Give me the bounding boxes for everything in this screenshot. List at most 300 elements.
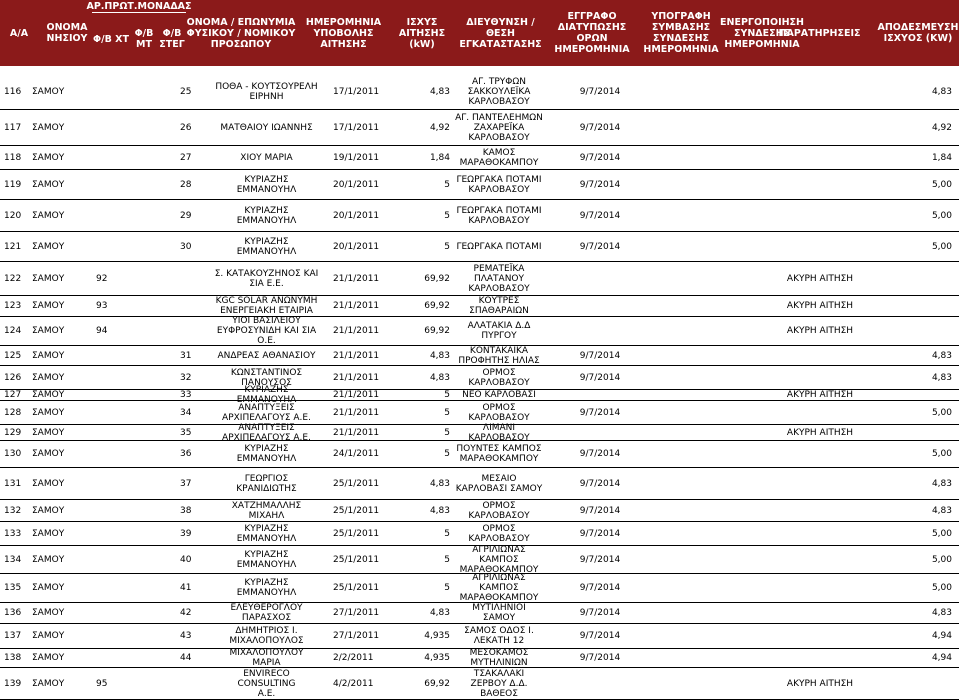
cell-fb-mt: 38 [180,505,192,516]
cell-address: ΟΡΜΟΣ ΚΑΡΛΟΒΑΣΟΥ [468,402,530,423]
cell-address: ΤΣΑΚΑΛΑΚΙ ΖΕΡΒΟΥ Δ.Δ. ΒΑΘΕΟΣ [470,668,528,699]
header-aa: Α/Α [9,27,29,39]
cell-address: ΜΕΣΟΚΑΜΟΣ ΜΥΤΗΛΙΝΙΩΝ [469,648,529,668]
header-submit-date: ΗΜΕΡΟΜΗΝΙΑ ΥΠΟΒΟΛΗΣ ΑΙΤΗΣΗΣ [305,16,382,50]
table-row [0,200,959,232]
cell-address: ΑΛΑΤΑΚΙΑ Δ.Δ ΠΥΡΓΟΥ [467,321,531,341]
cell-release: 4,94 [931,653,952,663]
cell-fb-xt [96,500,134,521]
cell-island: ΣΑΜΟΥ [32,372,65,383]
table-row [0,232,959,262]
table-row [0,422,959,443]
cell-release: 4,83 [931,505,952,516]
cell-release: 4,83 [931,608,952,618]
cell-date: 25/1/2011 [333,583,380,593]
cell-fb-mt: 39 [180,528,192,539]
cell-contract-date: 9/7/2014 [579,122,621,133]
cell-island: ΣΑΜΟΥ [32,122,65,133]
cell-power: 5 [444,449,450,459]
cell-date: 27/1/2011 [333,631,380,641]
cell-date: 4/2/2011 [333,678,374,689]
cell-power: 5 [444,390,450,400]
cell-power: 4,83 [429,372,450,383]
cell-name: ΥΙΟΙ ΒΑΣΙΛΕΙΟΥ ΕΥΦΡΟΣΥΝΙΔΗ ΚΑΙ ΣΙΑ Ο.Ε. [216,316,317,346]
cell-fb-xt [96,346,134,365]
cell-fb-mt: 35 [180,427,192,438]
table-row [0,441,959,468]
cell-date: 20/1/2011 [333,241,380,252]
cell-island: ΣΑΜΟΥ [32,390,65,400]
cell-address: ΠΟΥΝΤΕΣ ΚΑΜΠΟΣ ΜΑΡΑΘΟΚΑΜΠΟΥ [456,444,542,464]
cell-fb-mt: 30 [180,241,192,252]
header-activation-date: ΕΝΕΡΓΟΠΟΙΗΣΗ ΣΥΝΔΕΣΗΣ ΗΜΕΡΟΜΗΝΙΑ [720,16,804,50]
cell-island: ΣΑΜΟΥ [32,301,65,311]
cell-date: 2/2/2011 [333,653,374,663]
cell-fb-xt [96,624,134,648]
cell-address: ΣΑΜΟΣ ΟΔΟΣ Ι. ΛΕΚΑΤΗ 12 [464,626,534,646]
cell-date: 25/1/2011 [333,505,380,516]
cell-address: ΓΕΩΡΓΑΚΑ ΠΟΤΑΜΙ ΚΑΡΛΟΒΑΣΟΥ [456,205,542,226]
cell-release: 1,84 [931,152,952,163]
cell-fb-mt [180,296,200,316]
cell-fb-xt [96,390,134,400]
cell-release: 5,00 [931,241,952,252]
cell-fb-mt: 33 [180,390,192,400]
cell-release: 5,00 [931,528,952,539]
cell-aa: 126 [4,372,22,383]
cell-power: 4,935 [424,653,450,663]
cell-contract-date: 9/7/2014 [579,407,621,418]
cell-name: ΚΥΡΙΑΖΗΣ ΕΜΜΑΝΟΥΗΛ [236,385,297,405]
cell-address: ΚΑΜΟΣ ΜΑΡΑΘΟΚΑΜΠΟΥ [459,147,539,168]
cell-fb-xt: 93 [96,301,108,311]
cell-fb-mt: 28 [180,179,192,190]
cell-notes [770,346,870,365]
cell-name: ΓΕΩΡΓΙΟΣ ΚΡΑΝΙΔΙΩΤΗΣ [236,473,297,494]
cell-power: 1,84 [429,152,450,163]
cell-address: ΜΕΣΑΙΟ ΚΑΡΛΟΒΑΣΙ ΣΑΜΟΥ [455,473,543,494]
table-row [0,385,959,405]
cell-notes [770,574,870,602]
cell-contract-date [550,317,650,345]
header-notes: ΠΑΡΑΤΗΡΗΣΕΙΣ [778,27,861,39]
cell-fb-xt [96,74,134,109]
cell-address: ΑΓ. ΤΡΥΦΩΝ ΣΑΚΚΟΥΛΕΪΚΑ ΚΑΡΛΟΒΑΣΟΥ [467,76,531,107]
cell-date: 25/1/2011 [333,478,380,489]
cell-aa: 134 [4,554,22,565]
cell-notes [770,441,870,467]
cell-power: 69,92 [424,326,450,336]
cell-aa: 118 [4,152,22,163]
header-group-divider [92,12,186,13]
cell-power: 4,83 [429,608,450,618]
header-fb-mt: Φ/Β ΜΤ [134,28,154,50]
cell-fb-xt [96,146,134,169]
cell-island: ΣΑΜΟΥ [32,528,65,539]
cell-notes [770,110,870,145]
cell-notes [770,500,870,521]
header-release: ΑΠΟΔΕΣΜΕΥΣΗ ΙΣΧΥΟΣ (KW) [877,22,959,44]
cell-contract-date: 9/7/2014 [579,583,621,593]
cell-fb-xt: 92 [96,273,108,284]
cell-address: ΑΓΡΙΛΙΩΝΑΣ ΚΑΜΠΟΣ ΜΑΡΑΘΟΚΑΜΠΟΥ [459,544,539,575]
cell-date: 21/1/2011 [333,301,380,311]
cell-date: 21/1/2011 [333,350,380,361]
header-island: ΟΝΟΜΑ ΝΗΣΙΟΥ [46,22,88,44]
cell-fb-xt [96,649,134,667]
cell-notes [770,200,870,231]
cell-notes [770,401,870,424]
cell-aa: 122 [4,273,22,284]
cell-date: 21/1/2011 [333,326,380,336]
cell-release [860,390,952,400]
cell-fb-mt: 29 [180,210,192,221]
cell-address: ΝΕΟ ΚΑΡΛΟΒΑΣΙ [462,390,536,400]
cell-name: ΑΝΑΠΤΥΞΕΙΣ ΑΡΧΙΠΕΛΑΓΟΥΣ Α.Ε. [222,422,311,443]
cell-name: ΚΥΡΙΑΖΗΣ ΕΜΜΑΝΟΥΗΛ [236,444,297,464]
cell-name: ΚΥΡΙΑΖΗΣ ΕΜΜΑΝΟΥΗΛ [236,549,297,570]
cell-name: ΚΩΝΣΤΑΝΤΙΝΟΣ ΠΑΝΟΥΣΟΣ [230,367,303,388]
cell-fb-mt: 40 [180,554,192,565]
cell-power: 5 [444,241,450,252]
cell-name: ΜΑΤΘΑΙΟΥ ΙΩΑΝΝΗΣ [220,122,313,133]
cell-address: ΚΟΥΤΡΕΣ ΣΠΑΘΑΡΑΙΩΝ [469,296,529,316]
cell-contract-date [550,425,650,440]
cell-fb-mt: 37 [180,478,192,489]
cell-fb-mt [180,317,200,345]
cell-notes [770,546,870,573]
cell-contract-date [550,390,650,400]
cell-name: ΑΝΑΠΤΥΞΕΙΣ ΑΡΧΙΠΕΛΑΓΟΥΣ Α.Ε. [222,402,311,423]
cell-island: ΣΑΜΟΥ [32,449,65,459]
cell-notes: ΑΚΥΡΗ ΑΙΤΗΣΗ [786,301,854,311]
cell-fb-xt [96,401,134,424]
table-row [0,649,959,668]
cell-island: ΣΑΜΟΥ [32,326,65,336]
cell-date: 21/1/2011 [333,390,380,400]
table-row [0,500,959,522]
cell-fb-mt: 32 [180,372,192,383]
cell-island: ΣΑΜΟΥ [32,350,65,361]
cell-name: ΕΛΕΥΘΕΡΟΓΛΟΥ ΠΑΡΑΣΧΟΣ [230,603,303,623]
cell-power: 5 [444,528,450,539]
cell-fb-mt: 42 [180,608,192,618]
cell-name: ΑΝΔΡΕΑΣ ΑΘΑΝΑΣΙΟΥ [217,350,316,361]
cell-aa: 130 [4,449,22,459]
cell-power: 4,935 [424,631,450,641]
cell-name: ΔΗΜΗΤΡΙΟΣ Ι. ΜΙΧΑΛΟΠΟΥΛΟΣ [229,626,304,646]
cell-fb-xt: 94 [96,326,108,336]
cell-address: ΡΕΜΑΤΕΪΚΑ ΠΛΑΤΑΝΟΥ ΚΑΡΛΟΒΑΣΟΥ [468,263,530,294]
cell-aa: 135 [4,583,22,593]
table-row [0,522,959,546]
cell-date: 21/1/2011 [333,273,380,284]
table-row [0,401,959,425]
cell-island: ΣΑΜΟΥ [32,407,65,418]
cell-island: ΣΑΜΟΥ [32,179,65,190]
cell-name: ΚΥΡΙΑΖΗΣ ΕΜΜΑΝΟΥΗΛ [236,236,297,257]
table-row [0,110,959,146]
cell-contract-date: 9/7/2014 [579,631,621,641]
header-fb-steg: Φ/Β ΣΤΕΓ [159,28,185,50]
cell-name: ΚΥΡΙΑΖΗΣ ΕΜΜΑΝΟΥΗΛ [236,578,297,598]
cell-notes [770,603,870,623]
cell-island: ΣΑΜΟΥ [32,653,65,663]
cell-address: ΜΥΤΙΛΗΝΙΟΙ ΣΑΜΟΥ [472,603,526,623]
cell-power: 5 [444,583,450,593]
cell-release: 5,00 [931,583,952,593]
cell-island: ΣΑΜΟΥ [32,505,65,516]
table-row [0,317,959,346]
cell-fb-xt [96,110,134,145]
cell-date: 21/1/2011 [333,427,380,438]
cell-fb-mt: 41 [180,583,192,593]
cell-notes: ΑΚΥΡΗ ΑΙΤΗΣΗ [786,427,854,438]
cell-island: ΣΑΜΟΥ [32,631,65,641]
header-address: ΔΙΕΥΘΥΝΣΗ / ΘΕΣΗ ΕΓΚΑΤΑΣΤΑΣΗΣ [459,16,542,50]
table-header [0,0,959,66]
cell-name: ENVIRECO CONSULTING Α.Ε. [237,668,296,699]
cell-contract-date [550,668,650,699]
cell-address: ΑΓΡΙΛΙΩΝΑΣ ΚΑΜΠΟΣ ΜΑΡΑΘΟΚΑΜΠΟΥ [459,573,539,603]
cell-release: 5,00 [931,210,952,221]
cell-power: 5 [444,210,450,221]
table-row [0,146,959,170]
cell-aa: 139 [4,678,22,689]
cell-contract-date: 9/7/2014 [579,86,621,97]
cell-release: 4,83 [931,478,952,489]
cell-fb-xt [96,468,134,499]
cell-contract-date: 9/7/2014 [579,350,621,361]
cell-name: ΜΙΧΑΛΟΠΟΥΛΟΥ ΜΑΡΙΑ [229,648,304,668]
cell-island: ΣΑΜΟΥ [32,583,65,593]
cell-power: 5 [444,179,450,190]
cell-aa: 117 [4,122,22,133]
cell-contract-date [550,296,650,316]
cell-name: KGC SOLAR ΑΝΩΝΥΜΗ ΕΝΕΡΓΕΙΑΚΗ ΕΤΑΙΡΙΑ [215,296,318,316]
cell-fb-xt [96,574,134,602]
cell-island: ΣΑΜΟΥ [32,678,65,689]
cell-power: 5 [444,407,450,418]
cell-name: ΚΥΡΙΑΖΗΣ ΕΜΜΑΝΟΥΗΛ [236,523,297,544]
cell-release [860,425,952,440]
cell-name: ΧΙΟΥ ΜΑΡΙΑ [240,152,293,163]
cell-aa: 132 [4,505,22,516]
cell-contract-date [550,262,650,295]
cell-island: ΣΑΜΟΥ [32,152,65,163]
cell-island: ΣΑΜΟΥ [32,86,65,97]
cell-contract-date: 9/7/2014 [579,449,621,459]
cell-notes [770,366,870,389]
cell-date: 21/1/2011 [333,407,380,418]
cell-fb-xt [96,441,134,467]
cell-release: 4,83 [931,372,952,383]
cell-island: ΣΑΜΟΥ [32,273,65,284]
table-row [0,366,959,390]
cell-fb-xt: 95 [96,678,108,689]
cell-address: ΓΕΩΡΓΑΚΑ ΠΟΤΑΜΙ [456,241,542,252]
cell-contract-date: 9/7/2014 [579,478,621,489]
cell-aa: 138 [4,653,22,663]
cell-power: 5 [444,554,450,565]
cell-aa: 128 [4,407,22,418]
cell-fb-mt [180,668,200,699]
table-row [0,74,959,110]
cell-power: 4,83 [429,350,450,361]
cell-aa: 123 [4,301,22,311]
cell-fb-mt: 27 [180,152,192,163]
cell-address: ΚΟΝΤΑΚΑΪΚΑ ΠΡΟΦΗΤΗΣ ΗΛΙΑΣ [458,345,540,366]
cell-island: ΣΑΜΟΥ [32,554,65,565]
cell-date: 24/1/2011 [333,449,380,459]
cell-date: 19/1/2011 [333,152,380,163]
cell-release: 5,00 [931,449,952,459]
cell-fb-mt: 25 [180,86,192,97]
cell-date: 21/1/2011 [333,372,380,383]
cell-power: 4,92 [429,122,450,133]
cell-notes [770,624,870,648]
cell-date: 17/1/2011 [333,122,380,133]
cell-power: 69,92 [424,678,450,689]
cell-power: 5 [444,427,450,438]
cell-release [860,668,952,699]
cell-power: 4,83 [429,505,450,516]
cell-contract-date: 9/7/2014 [579,179,621,190]
table-row [0,468,959,500]
table-row [0,668,959,700]
cell-fb-mt: 43 [180,631,192,641]
header-power: ΙΣΧΥΣ ΑΙΤΗΣΗΣ (kW) [398,16,446,50]
cell-contract-date: 9/7/2014 [579,554,621,565]
cell-aa: 133 [4,528,22,539]
cell-aa: 136 [4,608,22,618]
cell-island: ΣΑΜΟΥ [32,427,65,438]
cell-contract-date: 9/7/2014 [579,505,621,516]
table-row [0,624,959,649]
cell-fb-xt [96,425,134,440]
cell-notes [770,522,870,545]
cell-contract-date: 9/7/2014 [579,653,621,663]
cell-release [860,262,952,295]
cell-address: ΑΓ. ΠΑΝΤΕΛΕΗΜΩΝ ΖΑΧΑΡΕΪΚΑ ΚΑΡΛΟΒΑΣΟΥ [455,112,543,143]
cell-island: ΣΑΜΟΥ [32,478,65,489]
cell-contract-date: 9/7/2014 [579,210,621,221]
header-contract-date: ΥΠΟΓΡΑΦΗ ΣΥΜΒΑΣΗΣ ΣΥΝΔΕΣΗΣ ΗΜΕΡΟΜΗΝΙΑ [643,11,719,55]
cell-fb-mt [180,262,200,295]
cell-fb-mt: 36 [180,449,192,459]
cell-aa: 121 [4,241,22,252]
cell-aa: 124 [4,326,22,336]
cell-notes: ΑΚΥΡΗ ΑΙΤΗΣΗ [786,326,854,336]
cell-island: ΣΑΜΟΥ [32,210,65,221]
cell-release: 4,83 [931,86,952,97]
cell-fb-mt: 31 [180,350,192,361]
cell-name: ΠΟΘΑ - ΚΟΥΤΣΟΥΡΕΛΗ ΕΙΡΗΝΗ [215,81,318,102]
cell-fb-mt: 44 [180,653,192,663]
cell-fb-xt [96,170,134,199]
cell-address: ΟΡΜΟΣ ΚΑΡΛΟΒΑΣΟΥ [468,523,530,544]
cell-notes: ΑΚΥΡΗ ΑΙΤΗΣΗ [786,390,854,400]
cell-name: ΚΥΡΙΑΖΗΣ ΕΜΜΑΝΟΥΗΛ [236,174,297,195]
cell-fb-xt [96,232,134,261]
table-row [0,170,959,200]
cell-fb-mt: 26 [180,122,192,133]
table-row [0,262,959,296]
cell-name: ΧΑΤΖΗΜΑΛΛΗΣ ΜΙΧΑΗΛ [231,500,302,521]
cell-aa: 125 [4,350,22,361]
cell-fb-xt [96,546,134,573]
cell-notes: ΑΚΥΡΗ ΑΙΤΗΣΗ [786,678,854,689]
cell-aa: 127 [4,390,22,400]
cell-name: ΚΥΡΙΑΖΗΣ ΕΜΜΑΝΟΥΗΛ [236,205,297,226]
cell-release: 4,94 [931,631,952,641]
cell-release: 4,83 [931,350,952,361]
cell-island: ΣΑΜΟΥ [32,608,65,618]
cell-power: 4,83 [429,86,450,97]
cell-notes [770,146,870,169]
cell-date: 27/1/2011 [333,608,380,618]
cell-release: 4,92 [931,122,952,133]
cell-notes [770,232,870,261]
cell-aa: 116 [4,86,22,97]
cell-fb-mt: 34 [180,407,192,418]
cell-address: ΟΡΜΟΣ ΚΑΡΛΟΒΑΣΟΥ [468,367,530,388]
cell-release: 5,00 [931,554,952,565]
header-name: ΟΝΟΜΑ / ΕΠΩΝΥΜΙΑ ΦΥΣΙΚΟΥ / ΝΟΜΙΚΟΥ ΠΡΟΣΩΠΟΥ [186,16,296,50]
cell-aa: 131 [4,478,22,489]
table-row [0,603,959,624]
cell-fb-xt [96,200,134,231]
cell-release [860,296,952,316]
cell-aa: 137 [4,631,22,641]
cell-date: 20/1/2011 [333,179,380,190]
cell-contract-date: 9/7/2014 [579,608,621,618]
cell-date: 25/1/2011 [333,528,380,539]
cell-contract-date: 9/7/2014 [579,152,621,163]
cell-address: ΓΕΩΡΓΑΚΑ ΠΟΤΑΜΙ ΚΑΡΛΟΒΑΣΟΥ [456,174,542,195]
cell-island: ΣΑΜΟΥ [32,241,65,252]
table-row [0,346,959,366]
cell-notes [770,74,870,109]
cell-aa: 120 [4,210,22,221]
cell-address: ΛΙΜΑΝΙ ΚΑΡΛΟΒΑΣΟΥ [468,422,530,443]
cell-notes [770,170,870,199]
cell-contract-date: 9/7/2014 [579,241,621,252]
cell-aa: 129 [4,427,22,438]
cell-contract-date: 9/7/2014 [579,528,621,539]
cell-date: 25/1/2011 [333,554,380,565]
cell-address: ΟΡΜΟΣ ΚΑΡΛΟΒΑΣΟΥ [468,500,530,521]
cell-notes [770,649,870,667]
cell-notes: ΑΚΥΡΗ ΑΙΤΗΣΗ [786,273,854,284]
cell-date: 20/1/2011 [333,210,380,221]
cell-power: 69,92 [424,301,450,311]
header-terms-date: ΕΓΓΡΑΦΟ ΔΙΑΤΥΠΩΣΗΣ ΟΡΩΝ ΗΜΕΡΟΜΗΝΙΑ [554,11,630,55]
cell-fb-xt [96,522,134,545]
table-row [0,546,959,574]
cell-release: 5,00 [931,407,952,418]
table-row [0,574,959,603]
cell-fb-xt [96,366,134,389]
cell-power: 4,83 [429,478,450,489]
cell-name: Σ. ΚΑΤΑΚΟΥΖΗΝΟΣ ΚΑΙ ΣΙΑ Ε.Ε. [214,268,319,289]
cell-contract-date: 9/7/2014 [579,372,621,383]
cell-release [860,317,952,345]
cell-fb-xt [96,603,134,623]
cell-release: 5,00 [931,179,952,190]
header-aitisi-group: ΑΡ.ΠΡΩΤ.ΜΟΝΑΔΑΣ [86,0,192,12]
cell-notes [770,468,870,499]
